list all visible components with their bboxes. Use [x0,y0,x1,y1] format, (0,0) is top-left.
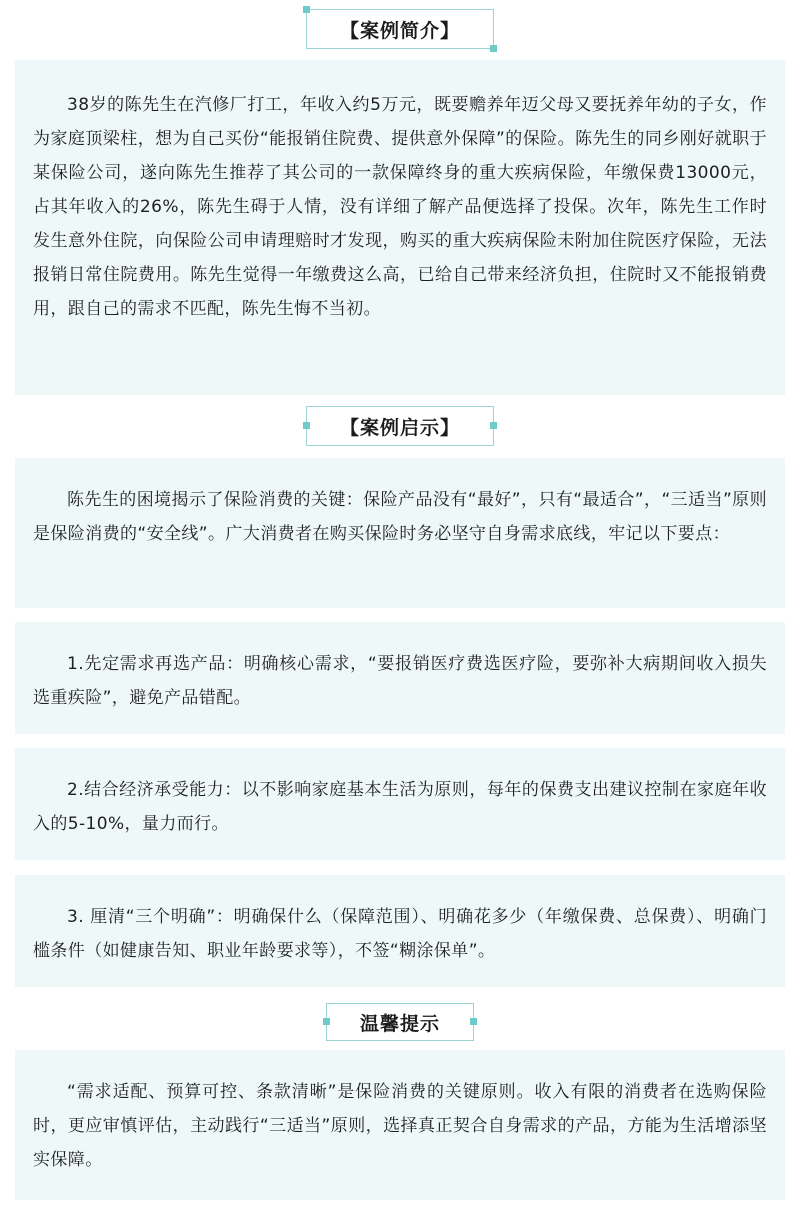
warm-tip-heading [326,1003,474,1041]
insight-point-panel [15,875,785,987]
insight-point-panel [15,748,785,860]
insight-point-text: 2.结合经济承受能力：以不影响家庭基本生活为原则，每年的保费支出建议控制在家庭年收入的5-10%，量力而行。 [33,780,767,834]
case-intro-text: 38岁的陈先生在汽修厂打工，年收入约5万元，既要赡养年迈父母又要抚养年幼的子女，作为家庭顶梁柱，想为自己买份“能报销住院费、提供意外保障”的保险。陈先生的同乡刚好就职于某保险公司，遂向陈先生推荐了其公司的一款保障终身的重大疾病保险，年缴保费13000元，占其年收入的26%，陈先生碍于人情，没有详细了解产品便选择了投保。次年，陈先生工作时发生意外住院，向保险公司申请理赔时才发现，购买的重大疾病保险未附加住院医疗保险，无法报销日常住院费用。陈先生觉得一年缴费这么高，已给自己带来经济负担，住院时又不能报销费用，跟自己的需求不匹配，陈先生悔不当初。 [33,95,767,319]
corner-decoration [490,45,497,52]
corner-decoration [490,422,497,429]
warm-tip-text: “需求适配、预算可控、条款清晰”是保险消费的关键原则。收入有限的消费者在选购保险时，更应审慎评估，主动践行“三适当”原则，选择真正契合自身需求的产品，方能为生活增添坚实保障。 [33,1082,767,1170]
insight-point-text: 1.先定需求再选产品：明确核心需求，“要报销医疗费选医疗险，要弥补大病期间收入损失选重疾险”，避免产品错配。 [33,654,767,708]
corner-decoration [303,6,310,13]
warm-tip-panel [15,1050,785,1200]
case-insight-heading [306,406,494,446]
insight-point-text: 3. 厘清“三个明确”：明确保什么（保障范围）、明确花多少（年缴保费、总保费）、明确门槛条件（如健康告知、职业年龄要求等），不签“糊涂保单”。 [33,907,767,961]
case-intro-title: 【案例简介】 [339,19,460,42]
corner-decoration [303,422,310,429]
case-intro-heading [306,9,494,49]
case-insight-intro-text: 陈先生的困境揭示了保险消费的关键：保险产品没有“最好”，只有“最适合”，“三适当”原则是保险消费的“安全线”。广大消费者在购买保险时务必坚守自身需求底线，牢记以下要点： [33,490,767,544]
insight-point-panel [15,622,785,734]
case-insight-title: 【案例启示】 [339,416,460,439]
case-intro-panel [15,60,785,395]
case-insight-intro-panel [15,458,785,608]
corner-decoration [470,1018,477,1025]
corner-decoration [323,1018,330,1025]
warm-tip-title: 温馨提示 [359,1012,440,1035]
